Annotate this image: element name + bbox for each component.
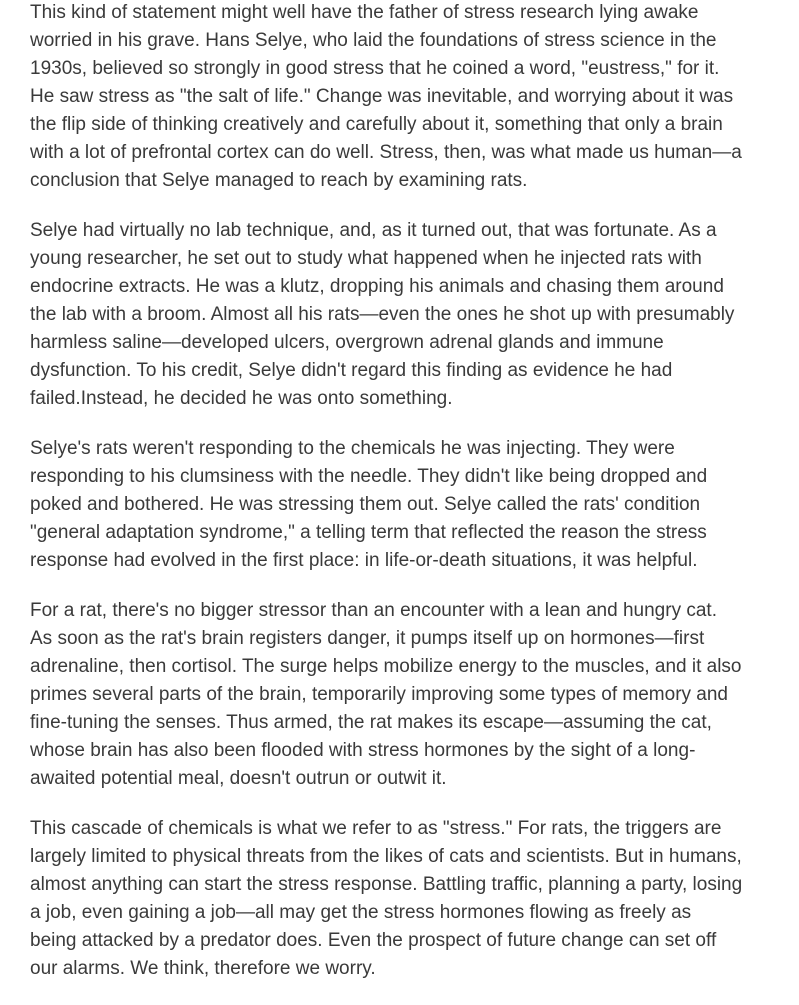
- text-line: awaited potential meal, doesn't outrun or outwit it.: [30, 768, 447, 789]
- text-line: This kind of statement might well have the father of stress research lying awake: [30, 2, 699, 23]
- text-line: Selye had virtually no lab technique, and, as it turned out, that was fortunate. As a: [30, 220, 717, 241]
- text-line: the flip side of thinking creatively and carefully about it, something that only a brain: [30, 114, 723, 135]
- text-line: worried in his grave. Hans Selye, who laid the foundations of stress science in the: [30, 30, 717, 51]
- text-line: harmless saline—developed ulcers, overgrown adrenal glands and immune: [30, 332, 664, 353]
- text-line: Selye's rats weren't responding to the chemicals he was injecting. They were: [30, 438, 675, 459]
- paragraph-4: [30, 597, 782, 793]
- text-line: our alarms. We think, therefore we worry.: [30, 958, 376, 979]
- text-line: largely limited to physical threats from the likes of cats and scientists. But in humans,: [30, 846, 742, 867]
- text-line: young researcher, he set out to study what happened when he injected rats with: [30, 248, 702, 269]
- text-line: poked and bothered. He was stressing them out. Selye called the rats' condition: [30, 494, 701, 515]
- text-line: "general adaptation syndrome," a telling term that reflected the reason the stress: [30, 522, 707, 543]
- article-body: [30, 0, 782, 1005]
- text-line: response had evolved in the first place: in life-or-death situations, it was helpful.: [30, 550, 698, 571]
- text-line: This cascade of chemicals is what we refer to as "stress." For rats, the triggers are: [30, 818, 722, 839]
- text-line: whose brain has also been flooded with stress hormones by the sight of a long-: [30, 740, 696, 761]
- paragraph-5: [30, 815, 782, 983]
- text-line: almost anything can start the stress response. Battling traffic, planning a party, losing: [30, 874, 743, 895]
- paragraph-2: [30, 217, 782, 413]
- text-line: 1930s, believed so strongly in good stress that he coined a word, "eustress," for it.: [30, 58, 720, 79]
- text-line: He saw stress as "the salt of life." Change was inevitable, and worrying about it was: [30, 86, 734, 107]
- text-line: being attacked by a predator does. Even the prospect of future change can set off: [30, 930, 717, 951]
- text-line: with a lot of prefrontal cortex can do well. Stress, then, was what made us human—a: [30, 142, 742, 163]
- text-line: responding to his clumsiness with the needle. They didn't like being dropped and: [30, 466, 708, 487]
- text-line: As soon as the rat's brain registers danger, it pumps itself up on hormones—first: [30, 628, 705, 649]
- text-line: primes several parts of the brain, temporarily improving some types of memory and: [30, 684, 728, 705]
- text-line: For a rat, there's no bigger stressor than an encounter with a lean and hungry cat.: [30, 600, 717, 621]
- text-line: conclusion that Selye managed to reach by examining rats.: [30, 170, 528, 191]
- text-line: failed.Instead, he decided he was onto something.: [30, 388, 453, 409]
- text-line: fine-tuning the senses. Thus armed, the rat makes its escape—assuming the cat,: [30, 712, 712, 733]
- text-line: dysfunction. To his credit, Selye didn't regard this finding as evidence he had: [30, 360, 673, 381]
- paragraph-3: [30, 435, 782, 575]
- text-line: a job, even gaining a job—all may get the stress hormones flowing as freely as: [30, 902, 692, 923]
- text-line: endocrine extracts. He was a klutz, dropping his animals and chasing them around: [30, 276, 724, 297]
- paragraph-1: [30, 0, 782, 195]
- text-line: adrenaline, then cortisol. The surge helps mobilize energy to the muscles, and it also: [30, 656, 742, 677]
- text-line: the lab with a broom. Almost all his rats—even the ones he shot up with presumably: [30, 304, 735, 325]
